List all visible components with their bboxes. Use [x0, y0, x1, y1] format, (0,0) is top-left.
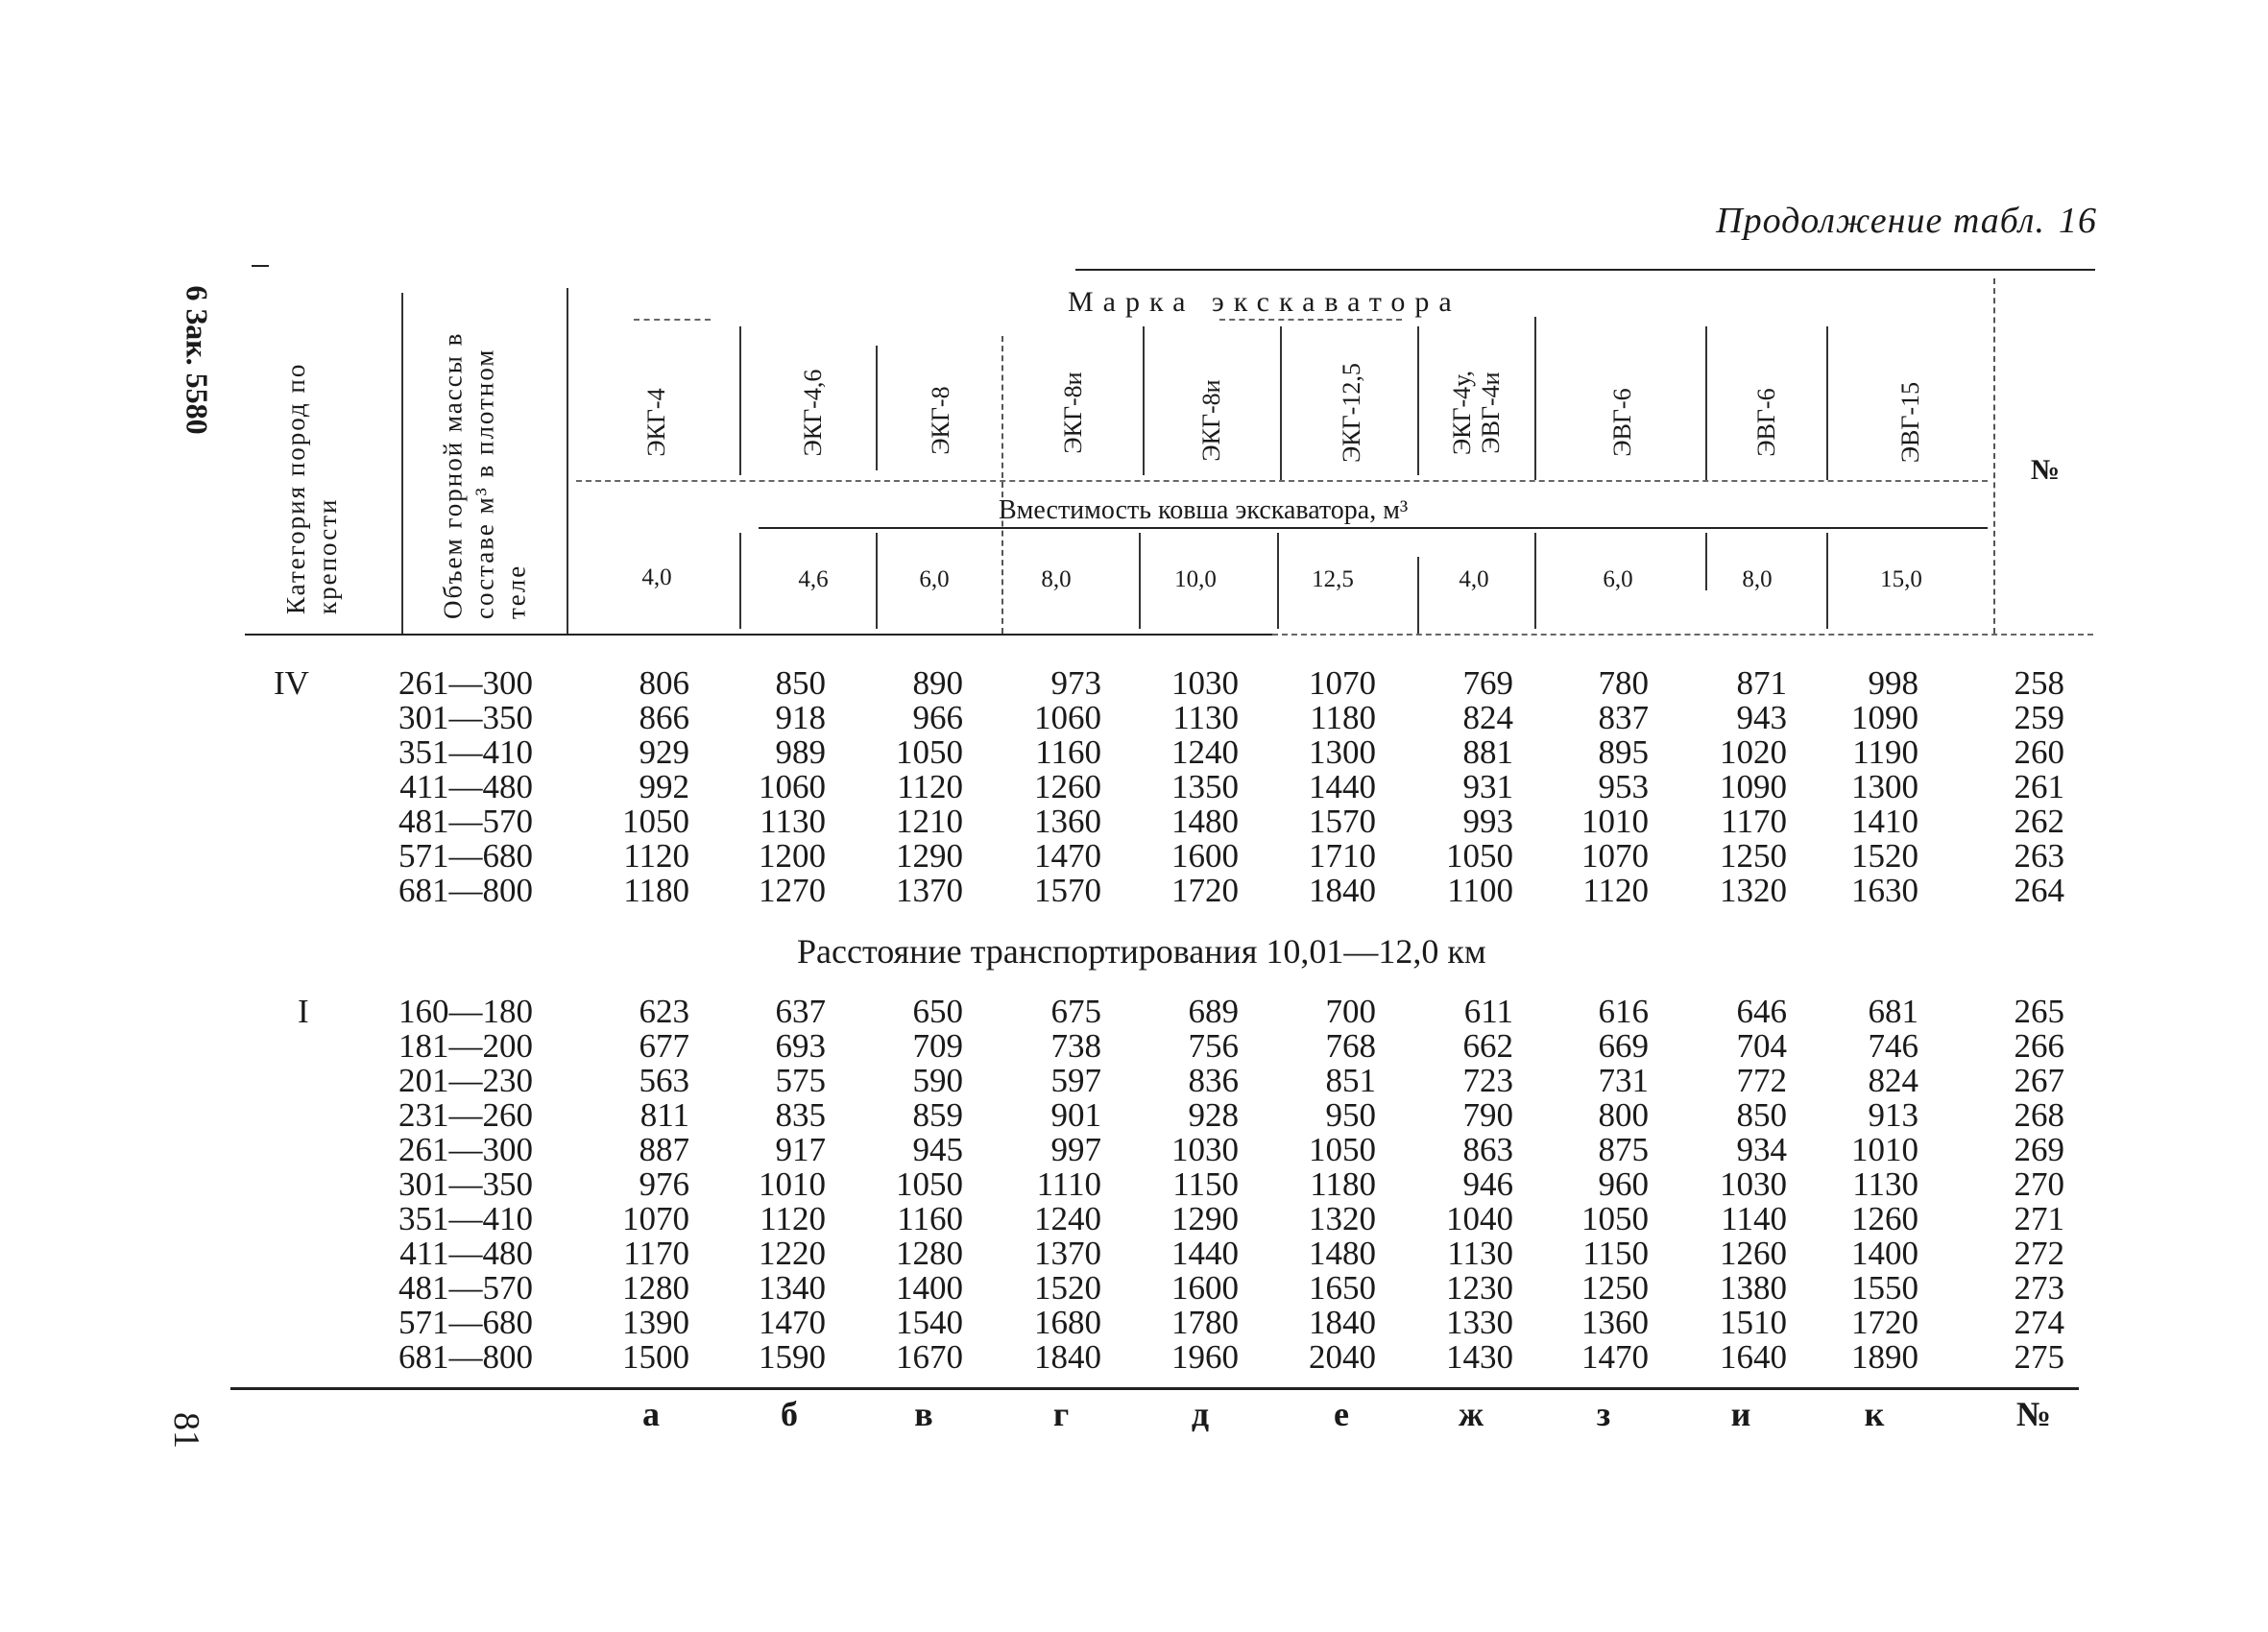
col-divider-6b	[1417, 557, 1419, 634]
table-cell: 623	[639, 993, 689, 1030]
table-cell: 1480	[1309, 1235, 1376, 1272]
table-cell: 850	[775, 664, 826, 702]
table-cell: 1600	[1171, 1269, 1239, 1307]
row-number: 263	[2014, 837, 2064, 875]
printing-note: 6 Зак. 5580	[180, 285, 215, 435]
volume-range: 481—570	[398, 1269, 533, 1307]
column-letter: и	[1730, 1395, 1751, 1433]
column-letter: а	[642, 1395, 660, 1433]
capacity-10: 15,0	[1880, 566, 1922, 592]
table-cell: 1840	[1034, 1338, 1101, 1376]
table-cell: 790	[1462, 1096, 1513, 1134]
header-bottom-rule-dashed	[1272, 634, 2093, 636]
table-cell: 746	[1868, 1027, 1918, 1065]
table-cell: 1550	[1851, 1269, 1918, 1307]
col-divider-7b	[1534, 533, 1536, 629]
table-cell: 1070	[622, 1200, 689, 1237]
table-cell: 997	[1050, 1131, 1101, 1168]
volume-range: 571—680	[398, 1304, 533, 1341]
table-cell: 1160	[1035, 733, 1101, 771]
table-cell: 800	[1598, 1096, 1649, 1134]
col-divider-3	[1001, 336, 1003, 634]
capacity-top-rule	[759, 527, 1988, 529]
col-divider-5b	[1277, 533, 1279, 629]
capacity-7: 4,0	[1459, 566, 1489, 592]
table-cell: 650	[912, 993, 963, 1030]
table-cell: 976	[639, 1165, 689, 1203]
table-cell: 1090	[1720, 768, 1787, 805]
caption-number: 16	[2059, 201, 2097, 241]
col-divider-6	[1417, 326, 1419, 475]
volume-range: 351—410	[398, 1200, 533, 1237]
table-cell: 1170	[1721, 803, 1787, 840]
excavator-brand-header: Марка экскаватора	[1068, 286, 1461, 318]
row-number: 260	[2014, 733, 2064, 771]
bucket-capacity-header: Вместимость ковша экскаватора, м³	[999, 495, 1409, 525]
brand-evg-6-b: ЭВГ-6	[1752, 388, 1780, 457]
brand-ekg-8i-b: ЭКГ-8и	[1197, 379, 1225, 462]
col-divider-2b	[876, 533, 878, 629]
table-cell: 1060	[1034, 699, 1101, 736]
table-cell: 850	[1736, 1096, 1787, 1134]
col-divider-volume	[567, 288, 568, 634]
row-number: 270	[2014, 1165, 2064, 1203]
table-cell: 1680	[1034, 1304, 1101, 1341]
table-cell: 1260	[1034, 768, 1101, 805]
volume-range: 681—800	[398, 1338, 533, 1376]
table-cell: 1040	[1446, 1200, 1513, 1237]
table-cell: 1890	[1851, 1338, 1918, 1376]
table-cell: 723	[1462, 1062, 1513, 1099]
table-cell: 1330	[1446, 1304, 1513, 1341]
table-cell: 1320	[1309, 1200, 1376, 1237]
volume-range: 681—800	[398, 872, 533, 909]
table-cell: 859	[912, 1096, 963, 1134]
table-cell: 769	[1462, 664, 1513, 702]
table-cell: 1120	[623, 837, 689, 875]
table-cell: 863	[1462, 1131, 1513, 1168]
table-cell: 1150	[1582, 1235, 1649, 1272]
table-cell: 709	[912, 1027, 963, 1065]
header-bottom-rule	[245, 634, 1272, 636]
table-cell: 646	[1736, 993, 1787, 1030]
table-cell: 1520	[1851, 837, 1918, 875]
table-cell: 1280	[896, 1235, 963, 1272]
table-cell: 1710	[1309, 837, 1376, 875]
column-letter: з	[1596, 1395, 1611, 1433]
table-cell: 597	[1050, 1062, 1101, 1099]
table-cell: 780	[1598, 664, 1649, 702]
table-cell: 973	[1050, 664, 1101, 702]
table-cell: 675	[1050, 993, 1101, 1030]
table-cell: 1570	[1309, 803, 1376, 840]
page-number: 81	[166, 1412, 206, 1449]
table-cell: 575	[775, 1062, 826, 1099]
capacity-8: 6,0	[1603, 566, 1633, 592]
table-cell: 992	[639, 768, 689, 805]
col-divider-1	[739, 326, 741, 475]
volume-range: 301—350	[398, 699, 533, 736]
col-divider-5	[1280, 326, 1282, 480]
volume-range: 261—300	[398, 1131, 533, 1168]
table-cell: 1050	[896, 1165, 963, 1203]
volume-range: 351—410	[398, 733, 533, 771]
table-cell: 1510	[1720, 1304, 1787, 1341]
table-cell: 1130	[1447, 1235, 1513, 1272]
volume-range: 261—300	[398, 664, 533, 702]
capacity-4: 8,0	[1041, 566, 1072, 592]
volume-header: Объем горной массы в составе м³ в плотном теле	[438, 331, 531, 619]
col-divider-8	[1705, 326, 1707, 480]
col-divider-4	[1143, 326, 1145, 475]
capacity-9: 8,0	[1742, 566, 1773, 592]
table-cell: 1780	[1171, 1304, 1239, 1341]
table-cell: 1100	[1447, 872, 1513, 909]
left-top-tick	[252, 265, 269, 267]
col-divider-2	[876, 346, 878, 470]
table-cell: 946	[1462, 1165, 1513, 1203]
table-cell: 637	[775, 993, 826, 1030]
col-divider-4b	[1139, 533, 1141, 629]
table-cell: 960	[1598, 1165, 1649, 1203]
table-cell: 901	[1050, 1096, 1101, 1134]
table-cell: 943	[1736, 699, 1787, 736]
table-cell: 890	[912, 664, 963, 702]
table-cell: 1120	[1582, 872, 1649, 909]
table-cell: 1130	[1172, 699, 1239, 736]
table-cell: 1130	[1852, 1165, 1918, 1203]
volume-range: 411—480	[399, 768, 533, 805]
table-cell: 1250	[1581, 1269, 1649, 1307]
table-cell: 895	[1598, 733, 1649, 771]
table-cell: 1070	[1309, 664, 1376, 702]
table-cell: 1290	[1171, 1200, 1239, 1237]
row-number: 262	[2014, 803, 2064, 840]
col-divider-9b	[1826, 533, 1828, 629]
table-cell: 1220	[759, 1235, 826, 1272]
table-cell: 1010	[1851, 1131, 1918, 1168]
column-letter: г	[1052, 1395, 1070, 1433]
table-cell: 1570	[1034, 872, 1101, 909]
row-number: 268	[2014, 1096, 2064, 1134]
col-divider-no	[1993, 278, 1995, 634]
table-cell: 1440	[1309, 768, 1376, 805]
table-cell: 1840	[1309, 872, 1376, 909]
table-cell: 993	[1462, 803, 1513, 840]
table-cell: 1360	[1581, 1304, 1649, 1341]
category-iv: IV	[274, 664, 309, 702]
table-cell: 875	[1598, 1131, 1649, 1168]
caption-text: Продолжение табл.	[1716, 201, 2045, 241]
table-cell: 1340	[759, 1269, 826, 1307]
table-cell: 731	[1598, 1062, 1649, 1099]
table-cell: 1060	[759, 768, 826, 805]
row-number: 259	[2014, 699, 2064, 736]
table-cell: 1180	[1310, 699, 1376, 736]
table-cell: 1400	[1851, 1235, 1918, 1272]
table-cell: 1030	[1171, 1131, 1239, 1168]
capacity-2: 4,6	[798, 566, 829, 592]
section-title: Расстояние транспортирования 10,01—12,0 км	[797, 932, 1486, 971]
table-cell: 1400	[896, 1269, 963, 1307]
table-cell: 931	[1462, 768, 1513, 805]
table-cell: 1960	[1171, 1338, 1239, 1376]
table-cell: 1210	[896, 803, 963, 840]
table-cell: 1260	[1851, 1200, 1918, 1237]
table-cell: 811	[639, 1096, 689, 1134]
table-cell: 953	[1598, 768, 1649, 805]
table-cell: 1600	[1171, 837, 1239, 875]
table-cell: 2040	[1309, 1338, 1376, 1376]
capacity-1: 4,0	[641, 564, 672, 590]
brand-ekg-8i-a: ЭКГ-8и	[1059, 372, 1087, 454]
table-cell: 1050	[1446, 837, 1513, 875]
bottom-rule	[230, 1387, 2079, 1390]
table-cell: 1260	[1720, 1235, 1787, 1272]
table-cell: 1240	[1171, 733, 1239, 771]
table-cell: 945	[912, 1131, 963, 1168]
table-cell: 1070	[1581, 837, 1649, 875]
table-cell: 1470	[1034, 837, 1101, 875]
table-cell: 1640	[1720, 1338, 1787, 1376]
top-rule	[1075, 269, 2095, 271]
volume-range: 160—180	[398, 993, 533, 1030]
table-cell: 1540	[896, 1304, 963, 1341]
table-cell: 1300	[1309, 733, 1376, 771]
volume-range: 231—260	[398, 1096, 533, 1134]
table-cell: 1030	[1720, 1165, 1787, 1203]
table-cell: 616	[1598, 993, 1649, 1030]
row-number: 261	[2014, 768, 2064, 805]
row-number: 266	[2014, 1027, 2064, 1065]
table-cell: 1430	[1446, 1338, 1513, 1376]
table-cell: 1160	[897, 1200, 963, 1237]
table-cell: 1520	[1034, 1269, 1101, 1307]
table-cell: 917	[775, 1131, 826, 1168]
row-number: 269	[2014, 1131, 2064, 1168]
table-cell: 1470	[759, 1304, 826, 1341]
table-cell: 700	[1325, 993, 1376, 1030]
category-header: Категория пород по крепости	[281, 362, 342, 614]
table-cell: 871	[1736, 664, 1787, 702]
table-cell: 1230	[1446, 1269, 1513, 1307]
table-cell: 966	[912, 699, 963, 736]
row-number: 265	[2014, 993, 2064, 1030]
table-cell: 1010	[759, 1165, 826, 1203]
table-cell: 837	[1598, 699, 1649, 736]
table-cell: 1090	[1851, 699, 1918, 736]
capacity-6: 12,5	[1312, 566, 1354, 592]
volume-range: 181—200	[398, 1027, 533, 1065]
brand-evg-15: ЭВГ-15	[1896, 381, 1924, 464]
category-i: I	[298, 993, 309, 1030]
capacity-5: 10,0	[1174, 566, 1217, 592]
table-cell: 1050	[896, 733, 963, 771]
table-cell: 1390	[622, 1304, 689, 1341]
col-divider-7	[1534, 317, 1536, 480]
table-cell: 835	[775, 1096, 826, 1134]
table-cell: 590	[912, 1062, 963, 1099]
row-number: 258	[2014, 664, 2064, 702]
table-cell: 1410	[1851, 803, 1918, 840]
column-letter: ж	[1458, 1395, 1484, 1433]
table-cell: 1370	[1034, 1235, 1101, 1272]
column-letter-no: №	[2015, 1395, 2052, 1433]
table-cell: 689	[1188, 993, 1239, 1030]
table-cell: 1050	[622, 803, 689, 840]
brand-ekg-4: ЭКГ-4	[642, 388, 670, 457]
table-cell: 1840	[1309, 1304, 1376, 1341]
brand-ekg-12-5: ЭКГ-12,5	[1338, 363, 1365, 463]
table-cell: 1590	[759, 1338, 826, 1376]
table-cell: 1030	[1171, 664, 1239, 702]
table-cell: 1630	[1851, 872, 1918, 909]
table-caption	[1716, 200, 2097, 242]
volume-range: 571—680	[398, 837, 533, 875]
table-cell: 836	[1188, 1062, 1239, 1099]
table-cell: 693	[775, 1027, 826, 1065]
table-cell: 934	[1736, 1131, 1787, 1168]
table-cell: 1290	[896, 837, 963, 875]
table-cell: 928	[1188, 1096, 1239, 1134]
volume-range: 411—480	[399, 1235, 533, 1272]
table-cell: 989	[775, 733, 826, 771]
column-letter: д	[1191, 1395, 1210, 1433]
brand-ekg-4u-evg-4i: ЭКГ-4у, ЭВГ-4и	[1448, 370, 1505, 456]
table-cell: 1360	[1034, 803, 1101, 840]
table-cell: 662	[1462, 1027, 1513, 1065]
brand-ekg-4-6: ЭКГ-4,6	[799, 369, 827, 457]
row-number: 264	[2014, 872, 2064, 909]
brand-title-underline	[1219, 319, 1402, 321]
row-number: 271	[2014, 1200, 2064, 1237]
table-cell: 866	[639, 699, 689, 736]
table-cell: 772	[1736, 1062, 1787, 1099]
row-number: 275	[2014, 1338, 2064, 1376]
table-cell: 611	[1463, 993, 1513, 1030]
table-cell: 881	[1462, 733, 1513, 771]
table-cell: 1270	[759, 872, 826, 909]
row-number: 267	[2014, 1062, 2064, 1099]
table-cell: 768	[1325, 1027, 1376, 1065]
table-cell: 1440	[1171, 1235, 1239, 1272]
table-cell: 1050	[1309, 1131, 1376, 1168]
col-divider-9	[1826, 326, 1828, 480]
col-divider-1b	[739, 533, 741, 629]
volume-range: 301—350	[398, 1165, 533, 1203]
table-cell: 1020	[1720, 733, 1787, 771]
table-cell: 1180	[623, 872, 689, 909]
table-cell: 1470	[1581, 1338, 1649, 1376]
row-number: 274	[2014, 1304, 2064, 1341]
capacity-3: 6,0	[919, 566, 950, 592]
table-cell: 1500	[622, 1338, 689, 1376]
table-cell: 1380	[1720, 1269, 1787, 1307]
table-cell: 677	[639, 1027, 689, 1065]
col-divider-8b	[1705, 533, 1707, 590]
table-cell: 1300	[1851, 768, 1918, 805]
brand-ekg-8: ЭКГ-8	[927, 386, 954, 455]
table-cell: 1650	[1309, 1269, 1376, 1307]
volume-range: 481—570	[398, 803, 533, 840]
table-cell: 918	[775, 699, 826, 736]
row-number: 272	[2014, 1235, 2064, 1272]
column-letter: в	[914, 1395, 933, 1433]
table-cell: 1370	[896, 872, 963, 909]
table-cell: 913	[1868, 1096, 1918, 1134]
table-cell: 1670	[896, 1338, 963, 1376]
table-cell: 1240	[1034, 1200, 1101, 1237]
column-letter: к	[1864, 1395, 1885, 1433]
number-header: №	[2030, 454, 2061, 486]
table-cell: 1050	[1581, 1200, 1649, 1237]
volume-range: 201—230	[398, 1062, 533, 1099]
table-cell: 1280	[622, 1269, 689, 1307]
brand-dash-left	[634, 319, 711, 321]
column-letter: е	[1334, 1395, 1349, 1433]
table-cell: 756	[1188, 1027, 1239, 1065]
table-cell: 681	[1868, 993, 1918, 1030]
table-cell: 998	[1868, 664, 1918, 702]
table-cell: 1190	[1852, 733, 1918, 771]
table-cell: 563	[639, 1062, 689, 1099]
table-cell: 851	[1325, 1062, 1376, 1099]
table-cell: 806	[639, 664, 689, 702]
table-cell: 1250	[1720, 837, 1787, 875]
table-cell: 704	[1736, 1027, 1787, 1065]
table-cell: 1010	[1581, 803, 1649, 840]
table-cell: 1350	[1171, 768, 1239, 805]
table-cell: 1720	[1171, 872, 1239, 909]
table-cell: 1120	[760, 1200, 826, 1237]
table-cell: 738	[1050, 1027, 1101, 1065]
table-cell: 1200	[759, 837, 826, 875]
table-cell: 929	[639, 733, 689, 771]
table-cell: 1180	[1310, 1165, 1376, 1203]
table-cell: 1130	[760, 803, 826, 840]
table-cell: 669	[1598, 1027, 1649, 1065]
table-cell: 1170	[623, 1235, 689, 1272]
col-divider-category	[401, 293, 403, 634]
table-cell: 887	[639, 1131, 689, 1168]
table-cell: 1320	[1720, 872, 1787, 909]
table-cell: 824	[1868, 1062, 1918, 1099]
table-cell: 1110	[1036, 1165, 1101, 1203]
column-letter: б	[781, 1395, 798, 1433]
brand-evg-6-a: ЭВГ-6	[1608, 388, 1636, 457]
table-cell: 824	[1462, 699, 1513, 736]
table-cell: 1480	[1171, 803, 1239, 840]
table-cell: 1120	[897, 768, 963, 805]
table-cell: 1720	[1851, 1304, 1918, 1341]
table-cell: 950	[1325, 1096, 1376, 1134]
table-cell: 1140	[1721, 1200, 1787, 1237]
table-cell: 1150	[1172, 1165, 1239, 1203]
row-number: 273	[2014, 1269, 2064, 1307]
